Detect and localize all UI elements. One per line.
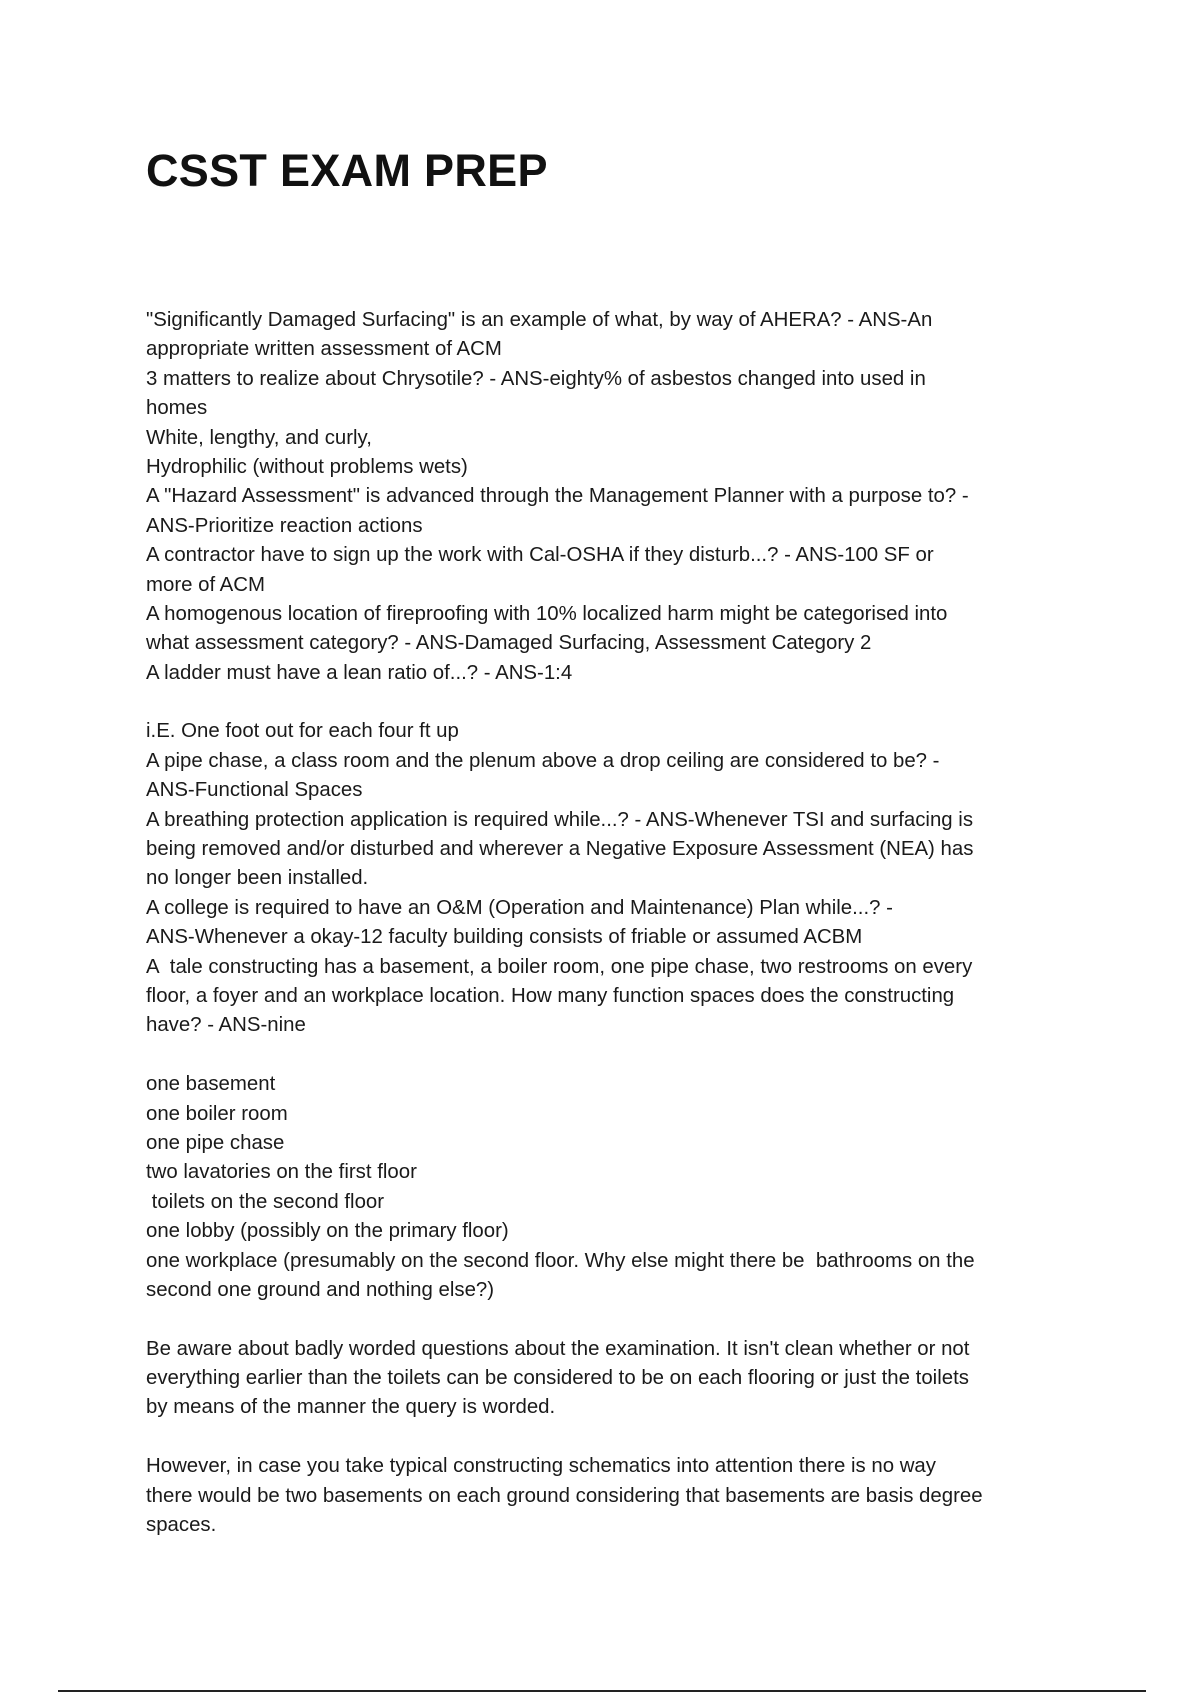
text-line: A college is required to have an O&M (Operation and Maintenance) Plan while...? - [146, 896, 893, 919]
text-line: A "Hazard Assessment" is advanced through the Management Planner with a purpose to? - [146, 485, 969, 508]
text-line: one workplace (presumably on the second floor. Why else might there be bathrooms on the [146, 1249, 975, 1272]
text-line: one pipe chase [146, 1131, 285, 1154]
text-line: what assessment category? - ANS-Damaged Surfacing, Assessment Category 2 [146, 632, 872, 655]
text-line: one basement [146, 1073, 276, 1096]
text-line: 3 matters to realize about Chrysotile? - ANS-eighty% of asbestos changed into used in [146, 367, 926, 390]
blank-line [146, 688, 1071, 717]
text-line: more of ACM [146, 573, 265, 596]
text-line: White, lengthy, and curly, [146, 426, 372, 449]
text-line: one boiler room [146, 1102, 288, 1125]
text-line: A contractor have to sign up the work with Cal-OSHA if they disturb...? - ANS-100 SF or [146, 544, 934, 567]
blank-line [146, 1305, 1071, 1334]
text-line: Hydrophilic (without problems wets) [146, 455, 468, 478]
text-line: A pipe chase, a class room and the plenum above a drop ceiling are considered to be? - [146, 749, 940, 772]
text-line: by means of the manner the query is worded. [146, 1396, 556, 1419]
text-line: being removed and/or disturbed and wherever a Negative Exposure Assessment (NEA) has [146, 838, 974, 861]
text-line: homes [146, 397, 208, 420]
text-line: "Significantly Damaged Surfacing" is an example of what, by way of AHERA? - ANS-An [146, 309, 933, 331]
text-line: Be aware about badly worded questions about the examination. It isn't clean whether or not [146, 1337, 970, 1360]
text-line: floor, a foyer and an workplace location. How many function spaces does the constructing [146, 984, 955, 1007]
text-line: A tale constructing has a basement, a boiler room, one pipe chase, two restrooms on every [146, 955, 973, 978]
text-line: A homogenous location of fireproofing with 10% localized harm might be categorised into [146, 602, 948, 625]
text-line: ANS-Whenever a okay-12 faculty building consists of friable or assumed ACBM [146, 926, 863, 949]
text-line: second one ground and nothing else?) [146, 1278, 495, 1301]
text-line: there would be two basements on each ground considering that basements are basis degree [146, 1484, 983, 1507]
text-line: everything earlier than the toilets can be considered to be on each flooring or just the toilets [146, 1367, 969, 1390]
text-line: two lavatories on the first floor [146, 1161, 417, 1184]
document-body [146, 306, 1071, 1540]
text-line: However, in case you take typical constructing schematics into attention there is no way [146, 1455, 936, 1478]
text-line: no longer been installed. [146, 867, 369, 890]
text-line: A ladder must have a lean ratio of...? - ANS-1:4 [146, 661, 573, 684]
blank-line [146, 1423, 1071, 1452]
text-line: ANS-Functional Spaces [146, 779, 363, 802]
footer-divider [58, 1690, 1146, 1692]
text-line: i.E. One foot out for each four ft up [146, 720, 459, 743]
text-line: spaces. [146, 1514, 217, 1537]
text-line: have? - ANS-nine [146, 1014, 306, 1037]
text-line: ANS-Prioritize reaction actions [146, 514, 423, 537]
text-line: one lobby (possibly on the primary floor) [146, 1220, 509, 1243]
blank-line [146, 1041, 1071, 1070]
text-line: toilets on the second floor [146, 1190, 385, 1213]
text-line: appropriate written assessment of ACM [146, 338, 502, 361]
text-line: A breathing protection application is required while...? - ANS-Whenever TSI and surfacing is [146, 808, 974, 831]
document-title: CSST EXAM PREP [146, 145, 548, 196]
